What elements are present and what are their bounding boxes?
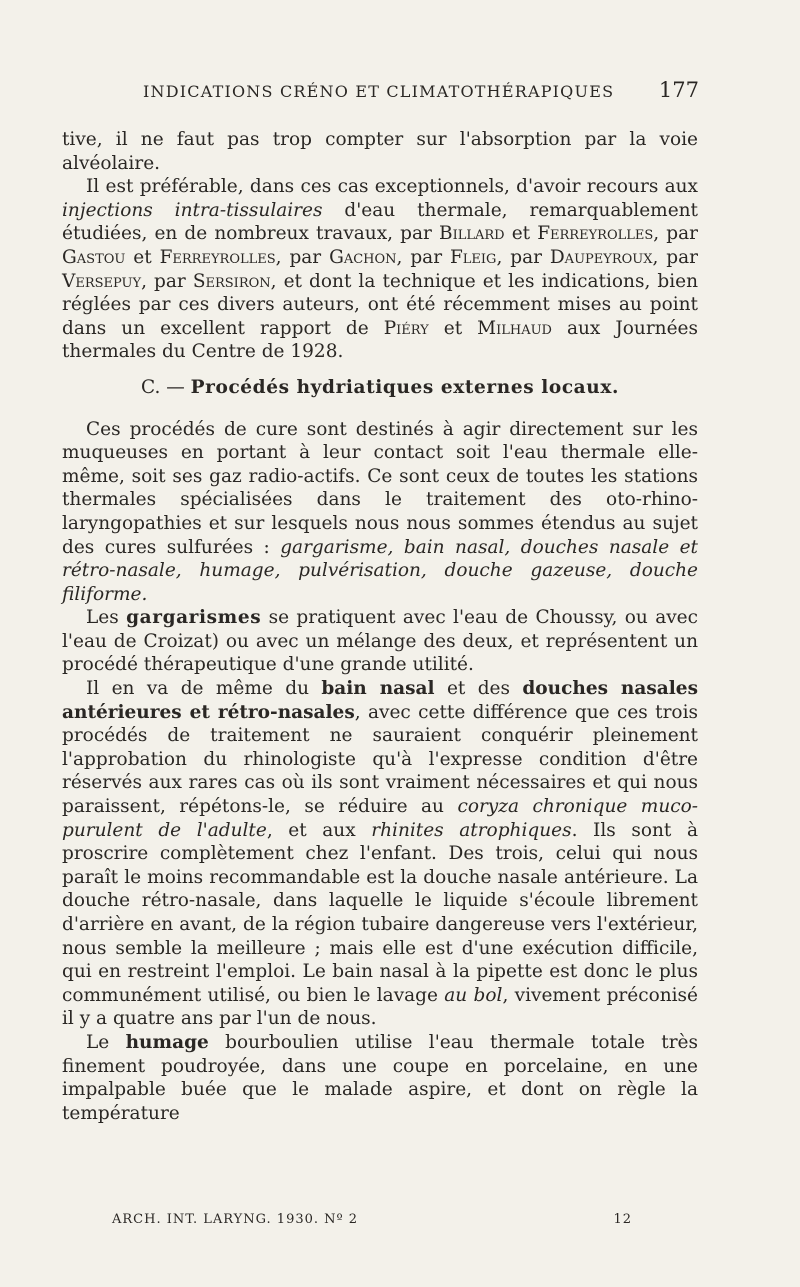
text-span: aux Journées thermales du Centre de 1928. — [62, 317, 698, 363]
author-name: Milhaud — [477, 317, 552, 339]
text-span: , vivement préconisé il y a quatre ans par l'un de nous. — [62, 984, 698, 1030]
bold-term: humage — [125, 1031, 209, 1053]
author-name: Daupeyroux — [549, 246, 653, 268]
page-header — [143, 78, 699, 102]
text-span: , et dont la technique et les indications, bien réglées par ces divers auteurs, ont été récemment mises au point dans un excellent rapport de — [62, 270, 699, 339]
author-name: Billard — [438, 223, 505, 245]
page-footer — [112, 1212, 632, 1227]
italic-term: au bol — [444, 984, 503, 1006]
text-span: , par — [275, 246, 330, 268]
text-span: Il est préférable, dans ces cas exceptionnels, d'avoir recours aux — [86, 176, 698, 198]
author-name: Ferreyrolles — [159, 246, 276, 268]
text-span: et — [125, 246, 160, 268]
text-span: , par — [141, 270, 193, 292]
text-span: d'eau thermale, remarquablement étudiées, en de nombreux travaux, par — [62, 199, 698, 245]
bold-term: douches nasales antérieures et rétro-nasales — [62, 678, 698, 723]
author-name: Gastou — [62, 246, 126, 268]
text-span: et — [504, 223, 538, 245]
paragraph-5 — [62, 677, 698, 1031]
text-span: , par — [652, 246, 698, 268]
italic-term: rhinites atrophiques — [371, 819, 572, 841]
text-span: Il en va de même du — [86, 678, 322, 700]
journal-reference: ARCH. INT. LARYNG. 1930. Nº 2 — [112, 1212, 359, 1227]
text-span: , par — [496, 246, 550, 268]
paragraph-6 — [62, 1031, 698, 1125]
text-span: se pratiquent avec l'eau de Choussy, ou avec l'eau de Croizat) ou avec un mélange des deux, et représentent un procédé thérapeutique d'une grande utilité. — [62, 607, 698, 676]
signature-mark: 12 — [613, 1212, 632, 1227]
paragraph-2 — [62, 175, 698, 364]
paragraph-4 — [62, 606, 698, 677]
section-heading-prefix: C. — — [141, 376, 191, 398]
author-name: Gachon — [329, 246, 397, 268]
italic-term: coryza chronique muco-purulent de l'adulte — [62, 796, 698, 841]
section-heading — [62, 376, 698, 400]
running-title: INDICATIONS CRÉNO ET CLIMATOTHÉRAPIQUES — [143, 82, 615, 101]
bold-term: gargarismes — [126, 607, 262, 629]
author-name: Sersiron — [192, 270, 271, 292]
text-span: . Ils sont à proscrire complètement chez l'enfant. Des trois, celui qui nous paraît le moins recommandable est la douche nasale antérieure. La douche rétro-nasale, dans laquelle le liquide s'écoule librement d'arrière en avant, de la région tubaire dangereuse vers l'extérieur, nous semble la meilleure ; mais elle est d'une exécution difficile, qui en restreint l'emploi. Le bain nasal à la pipette est donc le plus communément utilisé, ou bien le lavage — [62, 819, 698, 1006]
bold-term: bain nasal — [321, 678, 435, 700]
text-span: Ces procédés de cure sont destinés à agir directement sur les muqueuses en portant à leur contact soit l'eau thermale elle-même, soit ses gaz radio-actifs. Ce sont ceux de toutes les stations thermales spécialisées dans le traitement des oto-rhino-laryngopathies et sur lesquels nous nous sommes étendus au sujet des cures sulfurées : — [62, 418, 698, 558]
page-number: 177 — [658, 78, 699, 102]
author-name: Versepuy — [62, 270, 142, 292]
text-span: , avec cette différence que ces trois procédés de traitement ne sauraient conquérir pleinement l'approbation du rhinologiste qu'à l'expresse condition d'être réservés aux rares cas où ils sont vraiment nécessaires et qui nous paraissent, répétons-le, se réduire au — [62, 701, 698, 818]
italic-term: gargarisme, bain nasal, douches nasale et rétro-nasale, humage, pulvérisation, douche gazeuse, douche filiforme. — [62, 536, 698, 605]
text-span: Les — [86, 607, 127, 629]
section-heading-label: Procédés hydriatiques externes locaux. — [190, 376, 619, 398]
paragraph-1-text: tive, il ne faut pas trop compter sur l'absorption par la voie alvéolaire. — [62, 129, 698, 174]
italic-term: injections intra-tissulaires — [62, 199, 323, 221]
author-name: Fleig — [449, 246, 497, 268]
text-span: , par — [396, 246, 450, 268]
text-span: Le — [86, 1031, 126, 1053]
author-name: Ferreyrolles — [537, 223, 654, 245]
paragraph-1 — [62, 128, 698, 175]
author-name: Piéry — [383, 317, 429, 339]
page-body — [62, 128, 698, 1125]
text-span: et des — [434, 678, 523, 700]
text-span: bourboulien utilise l'eau thermale totale très finement poudroyée, dans une coupe en porcelaine, en une impalpable buée que le malade aspire, et dont on règle la température — [62, 1031, 698, 1124]
paragraph-3 — [62, 418, 698, 607]
text-span: , et aux — [266, 819, 372, 841]
text-span: , par — [653, 223, 698, 245]
text-span: et — [428, 317, 478, 339]
